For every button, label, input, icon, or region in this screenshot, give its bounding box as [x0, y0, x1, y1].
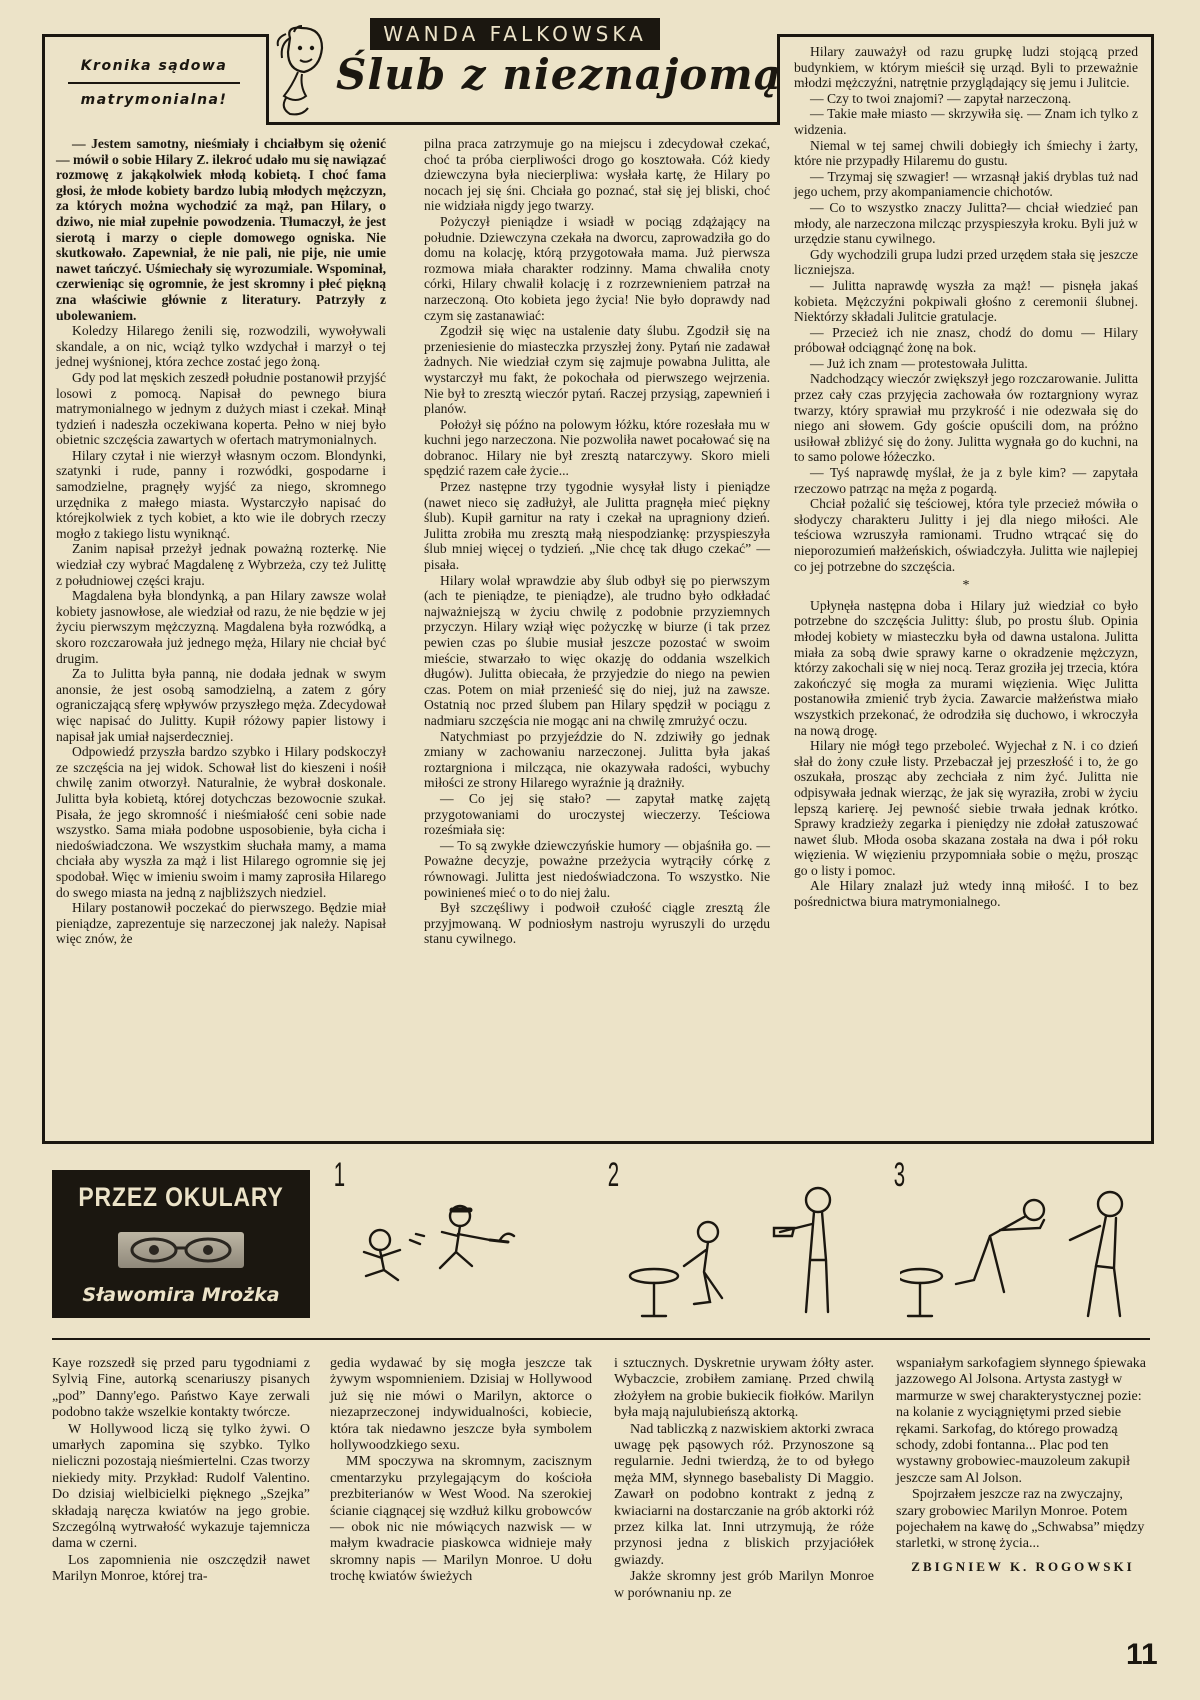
article-paragraph: Natychmiast po przyjeździe do N. zdziwiły go jednak zmiany w zachowaniu narzeczonej. Julitta była jakaś roztargniona i milcząca, nie okazywała radości, wybuchy miłości ze strony Hilarego wyraźnie ją drażniły.: [424, 728, 770, 791]
article-paragraph: Hilary postanowił poczekać do pierwszego. Będzie miał pieniądze, zaprezentuje się narzeczonej jak należy. Napisał więc znów, że: [56, 900, 386, 947]
bottom-column-4: [896, 1356, 1150, 1575]
article-paragraph: Koledzy Hilarego żenili się, rozwodzili, wywoływali skandale, a on nic, wciąż tylko wzdychał i marzył o tej jednej wyśnionej, która zechce zostać jego żoną.: [56, 323, 386, 370]
article-paragraph: Spojrzałem jeszcze raz na zwyczajny, szary grobowiec Marilyn Monroe. Potem pojechałem na kawę do „Schwabsa” między starletki, w stronę życia...: [896, 1487, 1145, 1552]
article-paragraph: Przez następne trzy tygodnie wysyłał listy i pieniądze (nawet nieco się zadłużył, ale Julitta pragnęła mieć piękny ślub). Kupił garnitur na raty i czekał na upragniony dzień. Julitta zrobiła mu zresztą małą niespodziankę: przyspieszyła ślub mniej więcej o tydzień. „Nie chcę tak długo czekać” — pisała.: [424, 479, 770, 573]
glasses-photo: [118, 1232, 244, 1268]
article-paragraph: Hilary nie mógł tego przeboleć. Wyjechał z N. i co dzień słał do żony czułe listy. Przebaczał jej przeszłość i to, że go oszukała, prosząc aby zechciała z nim żyć. Julitta nie odpisywała jednak wierząc, że jak się wyraziła, zrobi w życiu lepszą karierę. Jej pewność siebie trwała jednak krótko. Sprawy kradzieży zegarka i pieniędzy nie zdołał zatuszować nawet ślub. Młoda osoba skazana została na dwa i pół roku więzienia. W więzieniu przypomniała sobie o mężu, prosząc go o listy i pomoc.: [794, 738, 1138, 878]
article-paragraph: Hilary zauważył od razu grupkę ludzi stojącą przed budynkiem, w którym mieścił się urząd. Byli to przeważnie młodzi mężczyźni, natrętnie przyglądający się jemu i Julitcie.: [794, 44, 1138, 91]
article-paragraph: — Co to wszystko znaczy Julitta?— chciał wiedzieć pan młody, ale narzeczona milcząc przyspieszyła kroku. Byli już w urzędzie stanu cywilnego.: [794, 199, 1138, 247]
article-paragraph: — Tyś naprawdę myślał, że ja z byle kim? — zapytała rzeczowo patrząc na męża z pogardą.: [794, 465, 1138, 496]
strip-rule: [52, 1338, 1150, 1340]
eyes-icon: [118, 1232, 244, 1268]
article-paragraph: Gdy pod lat męskich zeszedł południe postanowił przyjść losowi z pomocą. Napisał do pewnego biura matrymonialnego w jednym z dużych miast i czekał. Minął tydzień i nadeszła oczekiwana koperta. Pełno w niej było obietnic szczęścia zawartych w ofertach matrymonialnych.: [56, 369, 386, 448]
article-paragraph: Zgodził się więc na ustalenie daty ślubu. Zgodził się na przeniesienie do miasteczka przyszłej żony. Pytań nie zadawał żadnych. Nie wiedział czym się zajmuje powabna Julitta, ale wystarczył mu fakt, że pokochała od pierwszego wejrzenia. Nie był to zresztą wieczór pytań. Raczej przysiąg, zapewnień i planów.: [424, 323, 770, 417]
article-paragraph: Hilary czytał i nie wierzył własnym oczom. Blondynki, szatynki i rude, panny i rozwódki, gospodarne i samodzielne, pragnęły wyjść za niego, skromnego urzędnika z małego miasta. Wystarczyło napisać do którejkolwiek z tych kobiet, a kto wie ile dobrych rzeczy mogło z takiego listu wyniknąć.: [56, 447, 386, 541]
article-paragraph: — Trzymaj się szwagier! — wrzasnął jakiś dryblas tuż nad jego uchem, przy akompaniamencie chichotów.: [794, 168, 1138, 200]
author-signature: ZBIGNIEW K. ROGOWSKI: [911, 1558, 1135, 1574]
article-paragraph: W Hollywood liczą się tylko żywi. O umarłych zapomina się szybko. Tylko nieliczni pozostają nieśmiertelni. Czas tworzy niekiedy mity. Przykład: Rudolf Valentino. Do dzisiaj wielbicielki pięknego „Szejka” składają naręcza kwiatów na jego grobie. Szczególną wytrwałość wykazuje tajemnicza dama w czerni.: [52, 1421, 310, 1552]
article-paragraph: Chciał pożalić się teściowej, która tyle przecież mówiła o słodyczy charakteru Julitty i jej dla niego miłości. Ale teściowa wzruszyła ramionami. Trudno wtrącać się do nieporozumień małżeńskich, oświadczyła. Julitta wie najlepiej co jej potrzebne do szczęścia.: [794, 496, 1138, 574]
cartoon-panel-3-illustration: [900, 1180, 1150, 1330]
article-paragraph: MM spoczywa na skromnym, zacisznym cmentarzyku przylegającym do kościoła prezbiterianów w West Wood. Na szerokiej ścianie ciągnącej się wzdłuż kilku grobowców — obok nic nie mówiących nazwisk — w małym kwadracie piaskowca widnieje mały skromny napis — Marilyn Monroe. U dołu trochę kwiatów świeżych: [330, 1454, 592, 1585]
cartoon-panel-number: 3: [893, 1156, 906, 1194]
article-paragraph: gedia wydawać by się mogła jeszcze tak żywym wspomnieniem. Dzisiaj w Hollywood już się nie mówi o Marilyn, aktorce o niezaprzeczonej indywidualności, kobiecie, która tak niedawno jeszcze była symbolem hollywoodzkiego sexu.: [330, 1356, 592, 1454]
article-paragraph: pilna praca zatrzymuje go na miejscu i zdecydował czekać, choć ta próba cierpliwości drogo go kosztowała. Cóż kiedy dziewczyna była niecierpliwa: wysłała kartę, że Hilary po nocach jej się śni. Chciała go poznać, stał się jej bliski, choć nie widziała nigdy jego twarzy.: [424, 136, 770, 214]
cartoon-header-title: PRZEZ OKULARY: [78, 1182, 284, 1212]
article-paragraph: Położył się późno na polowym łóżku, które rozesłała mu w kuchni jego narzeczona. Nie pozwoliła nawet pocałować się na dobranoc. Hilary nie był zresztą natarczywy. Skoro mieli spędzić razem całe życie...: [424, 416, 770, 479]
article-paragraph: Zanim napisał przeżył jednak poważną rozterkę. Nie wiedział czy wybrać Magdalenę z Wybrzeża, czy też Julittę z południowej części kraju.: [56, 541, 386, 588]
article-paragraph: Nad tabliczką z nazwiskiem aktorki zwraca uwagę pęk pąsowych róż. Przynoszone są regularnie. Jedni twierdzą, że to od byłego męża MM, słynnego basebalisty Di Maggio. Zawarł on podobno kontrakt z jedną z kwiaciarni na dostarczanie na grób aktorki róż przez kilka lat. Inni utrzymują, że róże przynosi jedna z bliskich przyjaciółek gwiazdy.: [614, 1421, 874, 1568]
article-paragraph: Hilary wolał wprawdzie aby ślub odbył się po pierwszym (ach te pieniądze, te pieniądze), ale trudno było odkładać najważniejszą w życiu chwilę z podobnie przyziemnych przyczyn. Hilary wziął więc pożyczkę w biurze (i tak przez pewien czas po ślubie musiał jeszcze pozostać w swoim mieście, stwarzało to więc okazję do oddania wszelkich długów). Julitta obiecała, że przyjedzie do niego na pewien czas. Potem on miał przenieść się do niej, już na zawsze. Ostatnią noc przed ślubem pan Hilary spędził w pociągu z nadmiaru szczęścia nie mogąc ani na chwilę zmrużyć oczu.: [424, 572, 770, 728]
bottom-column-1: [52, 1356, 310, 1586]
kicker-rule: [68, 82, 240, 84]
page-number: 11: [1126, 1638, 1158, 1671]
article-column-3: [794, 44, 1138, 910]
article-column-1: [56, 136, 386, 947]
cartoon-panel-number: 2: [607, 1156, 620, 1194]
cartoon-panel-2-illustration: [614, 1180, 864, 1330]
cartoon-header-box: [52, 1170, 310, 1318]
article-paragraph: — Jestem samotny, nieśmiały i chciałbym się ożenić — mówił o sobie Hilary Z. ilekroć udało mu się nawiązać rozmowę z jakąkolwiek młodą kobietą. I choć fama głosi, że młode kobiety bardzo lubią młodych mężczyzn, za których można wychodzić za mąż, pan Hilary, o dziwo, nie miał zupełnie powodzenia. Tłumaczył, że jest sierotą i marzy o cieple domowego ogniska. Nie skutkowało. Zapewniał, że nie pali, nie pije, nie umie nawet tańczyć. Uśmiechały się wyrozumiale. Wspominał, czerwieniąc się ogromnie, że jest skromny i płeć piękną zna właściwie głównie z literatury. Patrzyły z ubolewaniem.: [56, 136, 386, 323]
article-paragraph: — Czy to twoi znajomi? — zapytał narzeczoną.: [810, 90, 1072, 106]
article-paragraph: i sztucznych. Dyskretnie urywam żółty aster. Wybaczcie, zrobiłem zamianę. Przed chwilą złożyłem na grobie bukiecik fiołków. Marilyn była mają najulubieńszą aktorką.: [614, 1356, 874, 1421]
section-separator: *: [962, 578, 970, 594]
kicker-line-2: matrymonialna!: [80, 92, 228, 108]
article-paragraph: Pożyczył pieniądze i wsiadł w pociąg zdążający na południe. Dziewczyna czekała na dworcu, zaprowadziła go do domu na kolację, którą przygotowała mama. Już pierwsza rozmowa miała charakter rodzinny. Mama chwaliła cnoty córki, Hilary chwalił kolację i z rozrzewnieniem patrzał na narzeczoną. Oto kobieta jego życia! Nie było doprawdy nad czym się zastanawiać:: [424, 213, 770, 323]
article-paragraph: — Takie małe miasto — skrzywiła się. — Znam ich tylko z widzenia.: [794, 106, 1138, 137]
article-paragraph: — Już ich znam — protestowała Julitta.: [810, 355, 1028, 371]
article-column-2: [424, 136, 770, 947]
article-paragraph: Odpowiedź przyszła bardzo szybko i Hilary podskoczył ze szczęścia na jej widok. Schował list do kieszeni i nośił chwilę zanim otworzył. Naturalnie, że wybrał doskonale. Julitta była kobietą, której dotychczas bezowocnie szukał. Pisała, że jego skromność i nieśmiałość ceni sobie nade wszystko. Sama miała podobne usposobienie, była cicha i niedoświadczona. We wszystkim słuchała mamy, a mama chciała aby wyszła za mąż i list Hilarego ogromnie się jej spodobał. Więc w imieniu swoim i mamy zaprosiła Hilarego do swego miasta na jedną z najbliższych niedziel.: [56, 744, 386, 900]
bottom-column-2: [330, 1356, 592, 1586]
article-paragraph: Kaye rozszedł się przed paru tygodniami z Sylvią Fine, autorką scenariuszy pisanych „pod” Danny'ego. Państwo Kaye zerwali podobno także wszelkie kontakty twórcze.: [52, 1356, 310, 1421]
article-paragraph: — Julitta naprawdę wyszła za mąż! — pisnęła jakaś kobieta. Mężczyźni pokpiwali głośno z ceremonii ślubnej. Niektórzy składali Julitcie gratulacje.: [794, 277, 1138, 325]
cartoon-panel-number: 1: [333, 1156, 346, 1194]
cartoon-byline: Sławomira Mrożka: [82, 1284, 280, 1306]
author-banner: WANDA FALKOWSKA: [370, 18, 660, 50]
article-paragraph: — Przecież ich nie znasz, chodź do domu — Hilary próbował odciągnąć żonę na bok.: [794, 324, 1138, 356]
kicker-box: [56, 48, 252, 120]
girl-doodle-illustration: [272, 24, 336, 120]
article-paragraph: wspaniałym sarkofagiem słynnego śpiewaka jazzowego Al Jolsona. Artysta zastygł w marmurze w swej charakterystycznej pozie: na kolanie z wyciągniętymi przed siebie rękami. Sarkofag, do którego prowadzą schody, zdobi fontanna... Plac pod ten wystawny grobowiec-mauzoleum zakupił jeszcze sam Al Jolson.: [896, 1356, 1146, 1486]
article-paragraph: — Co jej się stało? — zapytał matkę zajętą przygotowaniami do uroczystej wieczerzy. Teściowa roześmiała się:: [424, 790, 770, 838]
article-paragraph: — To są zwykłe dziewczyńskie humory — objaśniła go. — Poważne decyzje, poważne przeżycia wytrąciły córkę z równowagi. Julitta jest niedoświadczona. To wszystko. Nie powinieneś mieć o to do niej żalu.: [424, 837, 770, 900]
kicker-line-1: Kronika sądowa: [80, 58, 228, 74]
article-paragraph: Za to Julitta była panną, nie dodała jednak w swym anonsie, że jest osobą samodzielną, a zatem z góry ograniczającą sferę wpływów przyszłego męża. Zdecydował więc napisać do Julitty. Kupił różowy papier listowy i napisał jak umiał najserdeczniej.: [56, 666, 386, 744]
article-paragraph: Upłynęła następna doba i Hilary już wiedział co było potrzebne do szczęścia Julitty: ślub, po prostu ślub. Opinia młodej kobiety w miasteczku była od dawna ustalona. Julitta miała za sobą dwie sprawy karne o okradzenie mężczyzn, którzy zakochali się w niej nocą. Teraz groziła jej trzecia, która zakończyć się mogła za murami więzienia. Więc Julitta postanowiła zmienić tryb życia. Zawarcie małżeństwa miało wszystkich przekonać, że odrodziła się duchowo, i wkroczyła na nową drogę.: [794, 597, 1138, 738]
article-paragraph: Nadchodzący wieczór zwiększył jego rozczarowanie. Julitta przez cały czas przyjęcia zachowała ów roztargniony wyraz twarzy, który sprawiał mu przykrość i nie odezwała się do niego ani słowem. Gdy goście opuścili dom, na próżno usiłował zbliżyć się do żony. Julitta wygnała go do kuchni, na to samo polowe łóżeczko.: [794, 371, 1138, 465]
article-paragraph: Był szczęśliwy i podwoił czułość ciągle zresztą źle przyjmowaną. W podniosłym nastroju wyruszyli do urzędu stanu cywilnego.: [424, 900, 770, 947]
article-paragraph: Jakże skromny jest grób Marilyn Monroe w porównaniu np. ze: [614, 1569, 874, 1601]
article-paragraph: Gdy wychodzili grupa ludzi przed urzędem stała się jeszcze liczniejsza.: [794, 246, 1138, 278]
article-title: Ślub z nieznajomą: [336, 50, 782, 99]
article-paragraph: Los zapomnienia nie oszczędził nawet Marilyn Monroe, której tra-: [52, 1552, 310, 1585]
article-paragraph: Niemal w tej samej chwili dobiegły ich śmiechy i żarty, które nie przypadły Hilaremu do gustu.: [794, 137, 1138, 169]
cartoon-panel-1-illustration: [340, 1180, 570, 1310]
bottom-column-3: [614, 1356, 874, 1602]
article-paragraph: Magdalena była blondynką, a pan Hilary zawsze wolał kobiety jasnowłose, ale wiedział od razu, że nie będzie w jej życiu pierwszym mężczyzną. Magdalena była rozwódką, a skoro rozczarowała już jednego męża, Hilary nie chciał być drugim.: [56, 588, 386, 666]
article-paragraph: Ale Hilary znalazł już wtedy inną miłość. I to bez pośrednictwa biura matrymonialnego.: [794, 878, 1138, 910]
